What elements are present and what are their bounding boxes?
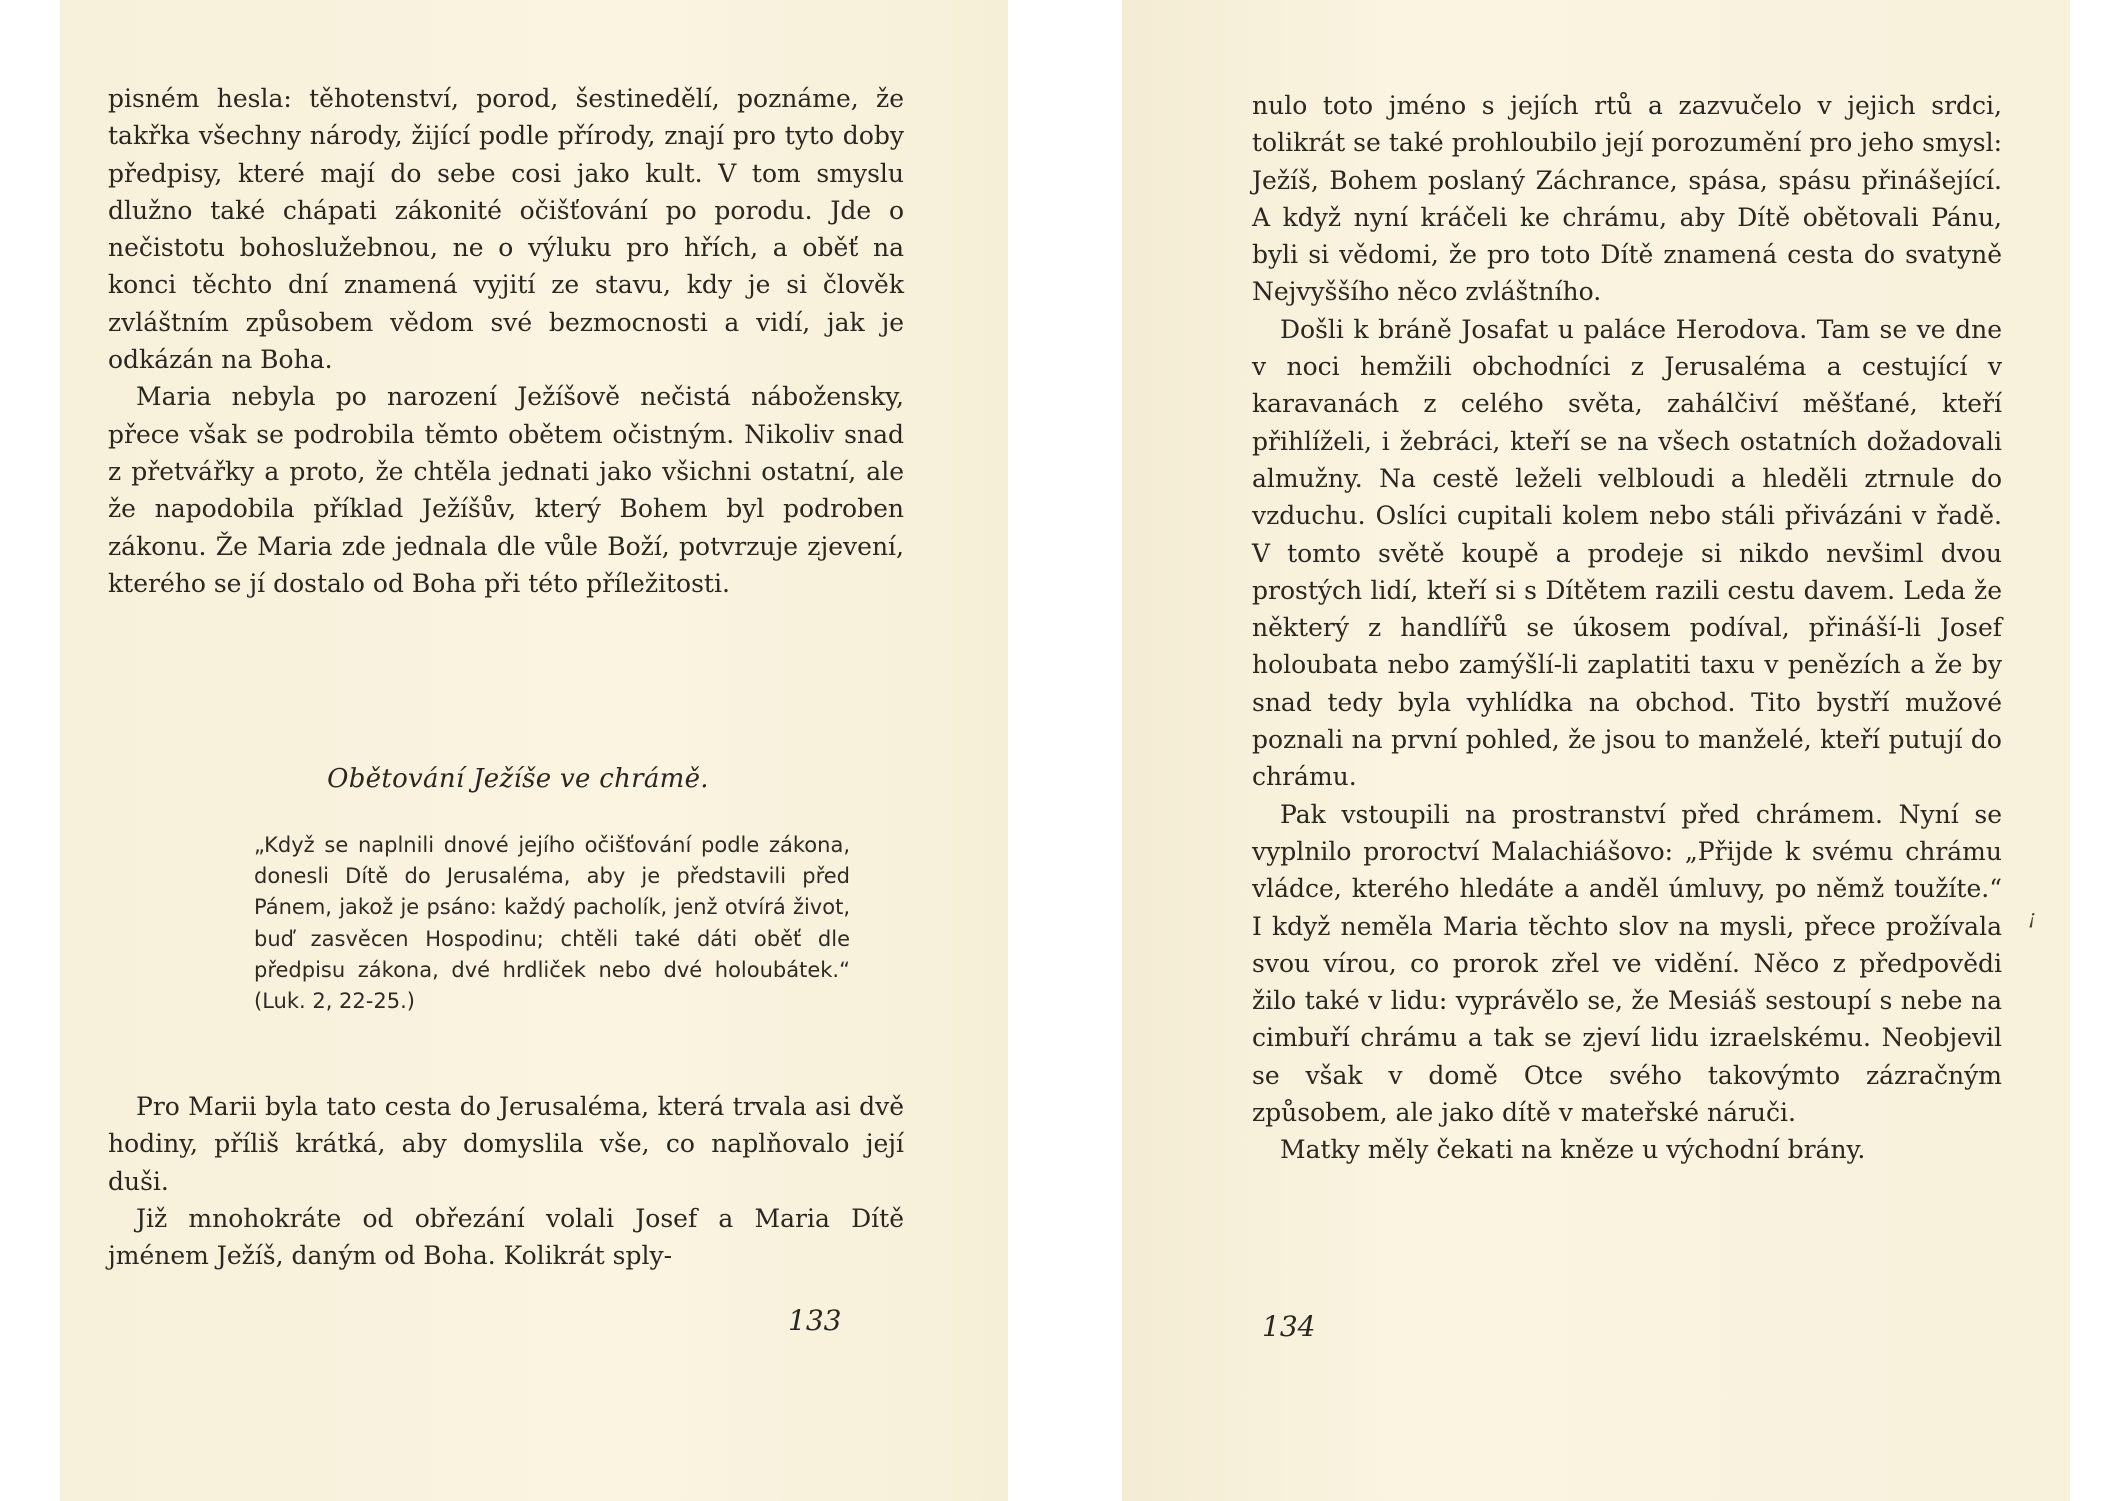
margin-mark: ¡: [2028, 905, 2037, 929]
left-page-top-text: [108, 80, 904, 602]
left-paragraph-2: Maria nebyla po narození Ježíšově nečistá nábožensky, přece však se podrobila těmto obětem očistným. Nikoliv snad z přetvářky a proto, že chtěla jednati jako všichni ostatní, ale že napodobila příklad Ježíšův, který Bohem byl podroben zákonu. Že Maria zde jednala dle vůle Boží, potvrzuje zjevení, kterého se jí dostalo od Boha při této příležitosti.: [108, 382, 904, 598]
right-paragraph-1: nulo toto jméno s jejích rtů a zazvučelo v jejich srdci, tolikrát se také prohloubilo její porozumění pro jeho smysl: Ježíš, Bohem poslaný Záchrance, spása, spásu přinášející. A když nyní kráčeli ke chrámu, aby Dítě obětovali Pánu, byli si vědomi, že pro toto Dítě znamená cesta do svatyně Nejvyššího něco zvláštního.: [1252, 91, 2002, 307]
section-title: Obětování Ježíše ve chrámě.: [327, 764, 709, 794]
scripture-quote: „Když se naplnili dnové jejího očišťování podle zákona, donesli Dítě do Jerusaléma, aby je představili před Pánem, jakož je psáno: každý pacholík, jenž otvírá život, buď zasvěcen Hospodinu; chtěli také dáti oběť dle předpisu zákona, dvé hrdliček nebo dvé holoubátek.“ (Luk. 2, 22-25.): [254, 833, 850, 1014]
right-paragraph-3: Pak vstoupili na prostranství před chrámem. Nyní se vyplnilo proroctví Malachiášovo: „Přijde k svému chrámu vládce, kterého hledáte a anděl úmluvy, po němž toužíte.“ I když neměla Maria těchto slov na mysli, přece prožívala svou vírou, co prorok zřel ve vidění. Něco z předpovědi žilo také v lidu: vyprávělo se, že Mesiáš sestoupí s nebe na cimbuří chrámu a tak se zjeví lidu izraelskému. Neobjevil se však v domě Otce svého takovýmto zázračným způsobem, ale jako dítě v mateřské náruči.: [1252, 799, 2002, 1128]
left-paragraph-4: Již mnohokráte od obřezání volali Josef a Maria Dítě jménem Ježíš, daným od Boha. Kolikrát sply-: [108, 1203, 904, 1271]
right-paragraph-2: Došli k bráně Josafat u paláce Herodova. Tam se ve dne v noci hemžili obchodníci z Jerusaléma a cestující v karavanách z celého světa, zahálčiví měšťané, kteří přihlíželi, i žebráci, kteří se na všech ostatních dožadovali almužny. Na cestě leželi velbloudi a hleděli ztrnule do vzduchu. Oslíci cupitali kolem nebo stáli přivázáni v řadě. V tomto světě koupě a prodeje si nikdo nevšiml dvou prostých lidí, kteří si s Dítětem razili cestu davem. Leda že některý z handlířů se úkosem podíval, přináší-li Josef holoubata nebo zamýšlí-li zaplatiti taxu v penězích a že by snad tedy byla vyhlídka na obchod. Tito bystří mužové poznali na první pohled, že jsou to manželé, kteří putují do chrámu.: [1252, 314, 2002, 792]
right-page-text: [1252, 87, 2002, 1169]
left-page: [60, 0, 1008, 1501]
page-number-left: 133: [788, 1304, 842, 1337]
page-number-right: 134: [1262, 1310, 1316, 1343]
left-page-bottom-text: [108, 1088, 904, 1274]
right-page: [1122, 0, 2070, 1501]
left-paragraph-3: Pro Marii byla tato cesta do Jerusaléma, která trvala asi dvě hodiny, příliš krátká, aby domyslila vše, co naplňovalo její duši.: [108, 1092, 904, 1196]
right-paragraph-4: Matky měly čekati na kněze u východní brány.: [1280, 1135, 1866, 1165]
left-paragraph-1: pisném hesla: těhotenství, porod, šestinedělí, poznáme, že takřka všechny národy, žijící podle přírody, znají pro tyto doby předpisy, které mají do sebe cosi jako kult. V tom smyslu dlužno také chápati zákonité očišťování po porodu. Jde o nečistotu bohoslužebnou, ne o výluku pro hřích, a oběť na konci těchto dní znamená vyjití ze stavu, kdy je si člověk zvláštním způsobem vědom své bezmocnosti a vidí, jak je odkázán na Boha.: [108, 84, 904, 375]
